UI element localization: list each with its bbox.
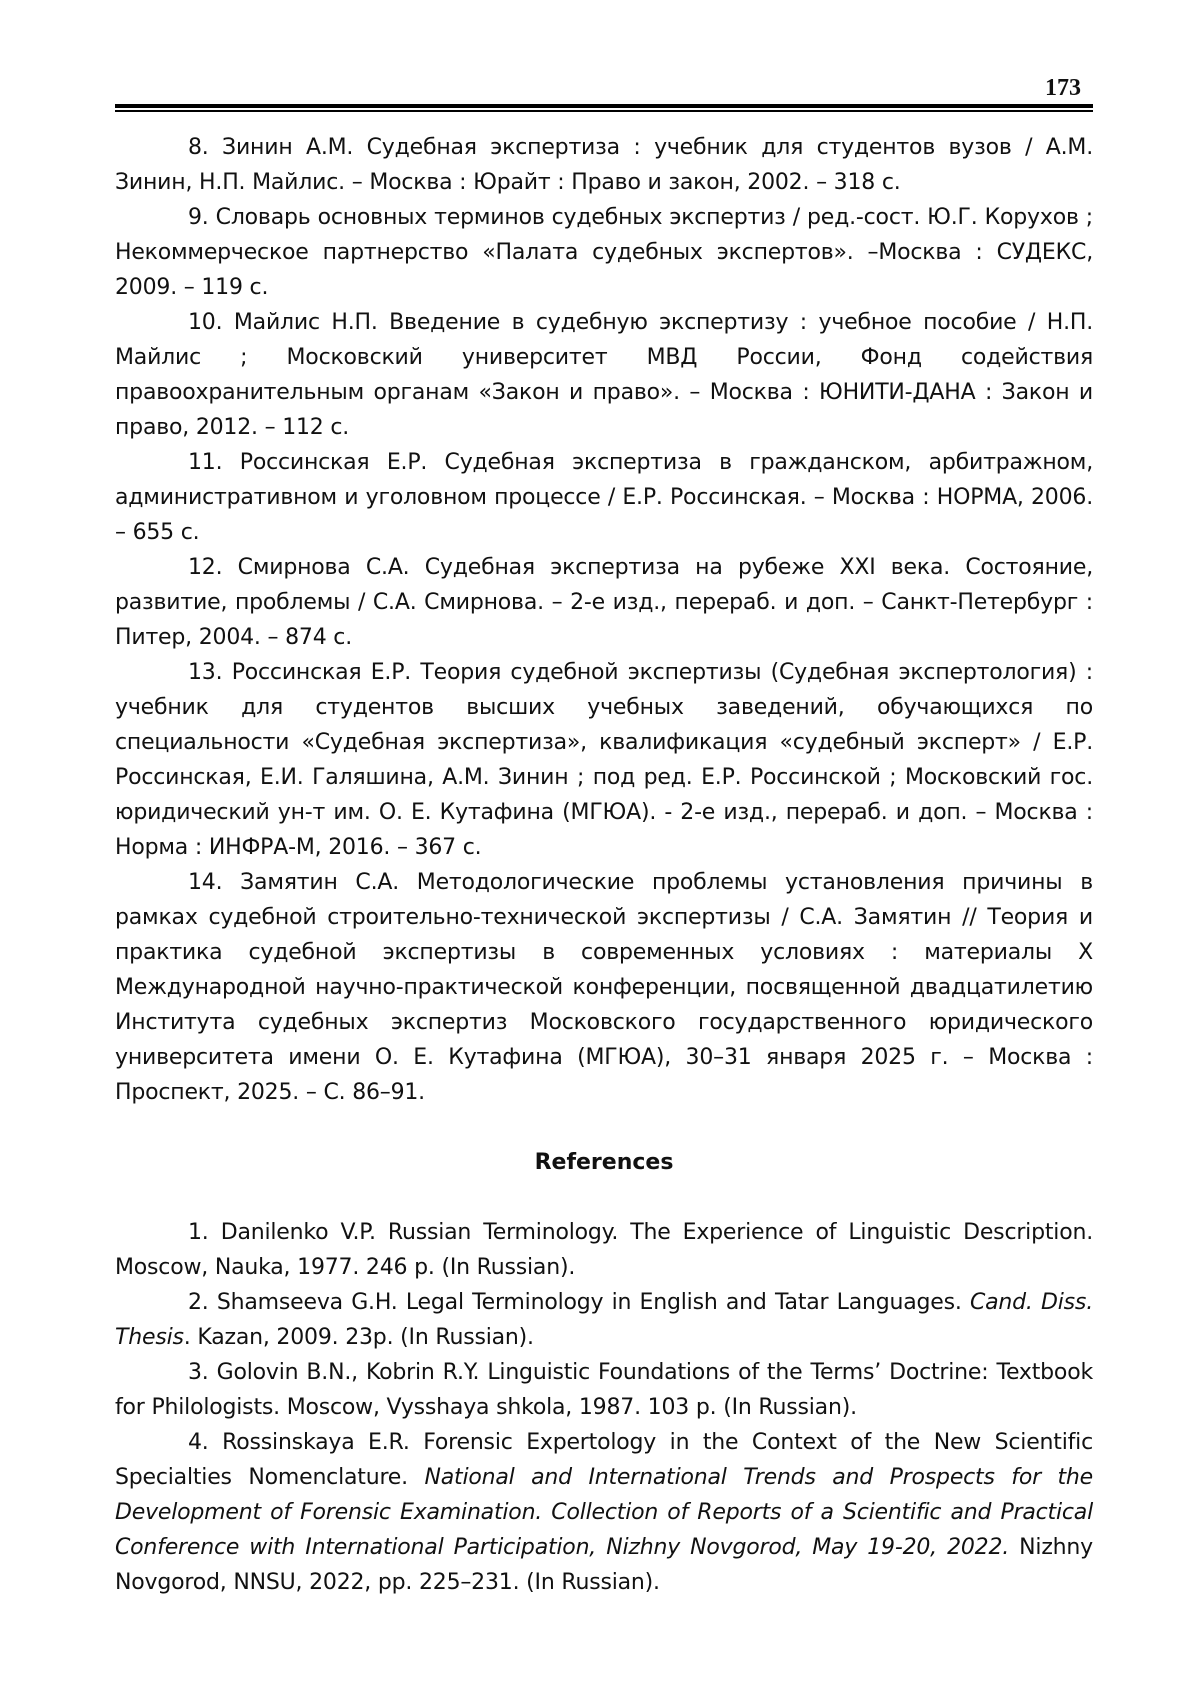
bibliography-entry-11: 11. Россинская Е.Р. Судебная экспертиза в гражданском, арбитражном, административном и уголовном процессе / Е.Р. Россинская. – Москва : НОРМА, 2006. – 655 с. [115,450,1093,545]
bibliography-entry-13: 13. Россинская Е.Р. Теория судебной экспертизы (Судебная экспертология) : учебник для студентов высших учебных заведений, обучающихся по специальности «Судебная экспертиза», квалификация «судебный эксперт» / Е.Р. Россинская, Е.И. Галяшина, А.М. Зинин ; под ред. Е.Р. Россинской ; Московский гос. юридический ун-т им. О. Е. Кутафина (МГЮА). - 2-е изд., перераб. и доп. – Москва : Норма : ИНФРА-М, 2016. – 367 с. [115,660,1093,860]
reference-entry-1 [115,1215,1093,1285]
bibliography-entry-14: 14. Замятин С.А. Методологические проблемы установления причины в рамках судебной строительно-технической экспертизы / С.А. Замятин // Теория и практика судебной экспертизы в современных условиях : материалы X Международной научно-практической конференции, посвященной двадцатилетию Института судебных экспертиз Московского государственного юридического университета имени О. Е. Кутафина (МГЮА), 30–31 января 2025 г. – Москва : Проспект, 2025. – С. 86–91. [115,870,1093,1105]
page-content [115,110,1093,1600]
reference-entry-2 [115,1285,1093,1355]
header-rule-thin [115,110,1093,112]
bibliography-entry-9: 9. Словарь основных терминов судебных экспертиз / ред.-сост. Ю.Г. Корухов ; Некоммерческое партнерство «Палата судебных экспертов». –Москва : СУДЕКС, 2009. – 119 с. [115,205,1093,300]
reference-3-text: 3. Golovin B.N., Kobrin R.Y. Linguistic Foundations of the Terms’ Doctrine: Textbook for Philologists. Moscow, Vysshaya shkola, 1987. 103 p. (In Russian). [115,1360,1093,1420]
reference-2-text-end: . Kazan, 2009. 23p. (In Russian). [183,1325,534,1350]
references-heading: References [534,1150,674,1175]
reference-4-text: 4. Rossinskaya E.R. Forensic Expertology in the Context of the New Scientific Specialties Nomenclature. [115,1430,1093,1490]
reference-2-text: 2. Shamseeva G.H. Legal Terminology in English and Tatar Languages. [188,1290,970,1315]
header-rule-thick [115,104,1093,108]
reference-1-text: 1. Danilenko V.P. Russian Terminology. The Experience of Linguistic Description. Moscow, Nauka, 1977. 246 p. (In Russian). [115,1220,1093,1280]
bibliography-entry-10: 10. Майлис Н.П. Введение в судебную экспертизу : учебное пособие / Н.П. Майлис ; Московский университет МВД России, Фонд содействия правоохранительным органам «Закон и право». – Москва : ЮНИТИ-ДАНА : Закон и право, 2012. – 112 с. [115,310,1093,440]
reference-entry-4 [115,1425,1093,1600]
reference-2-italic: Cand. Diss. Thesis [115,1290,1093,1350]
bibliography-list [115,130,1093,1110]
reference-4-text-end: Nizhny Novgorod, NNSU, 2022, pp. 225–231. (In Russian). [115,1535,1093,1595]
references-list [115,1215,1093,1600]
bibliography-entry-12: 12. Смирнова С.А. Судебная экспертиза на рубеже XXI века. Состояние, развитие, проблемы / С.А. Смирнова. – 2-е изд., перераб. и доп. – Санкт-Петербург : Питер, 2004. – 874 с. [115,555,1093,650]
reference-4-italic: National and International Trends and Prospects for the Development of Forensic Examination. Collection of Reports of a Scientific and Practical Conference with International Participation, Nizhny Novgorod, May 19-20, 2022. [115,1465,1094,1560]
page-header [115,70,1093,110]
journal-page [115,70,1093,1600]
reference-entry-3 [115,1355,1093,1425]
bibliography-entry-8: 8. Зинин А.М. Судебная экспертиза : учебник для студентов вузов / А.М. Зинин, Н.П. Майлис. – Москва : Юрайт : Право и закон, 2002. – 318 с. [115,135,1093,195]
page-number: 173 [1045,75,1081,101]
